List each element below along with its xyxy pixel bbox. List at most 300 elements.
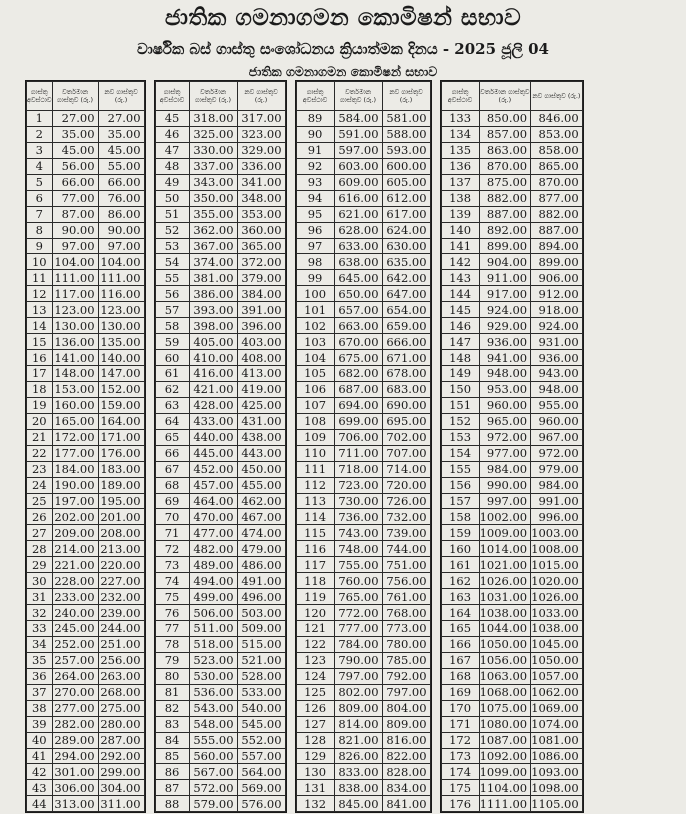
stage-cell: 45 (155, 111, 189, 127)
current-fare-cell: 457.00 (189, 477, 237, 493)
current-fare-cell: 548.00 (189, 716, 237, 732)
current-fare-cell: 398.00 (189, 318, 237, 334)
current-fare-cell: 343.00 (189, 174, 237, 190)
table-row (441, 350, 582, 366)
current-fare-cell: 506.00 (189, 605, 237, 621)
stage-cell: 122 (296, 636, 334, 652)
current-fare-cell: 1080.00 (479, 716, 531, 732)
new-fare-cell: 943.00 (531, 366, 583, 382)
table-row (441, 684, 582, 700)
new-fare-cell: 201.00 (98, 509, 144, 525)
new-fare-cell: 690.00 (382, 397, 430, 413)
stage-cell: 51 (155, 206, 189, 222)
current-fare-cell: 990.00 (479, 477, 531, 493)
current-fare-cell: 711.00 (334, 445, 382, 461)
table-row (155, 764, 285, 780)
current-fare-cell: 355.00 (189, 206, 237, 222)
current-fare-cell: 499.00 (189, 589, 237, 605)
stage-cell: 50 (155, 190, 189, 206)
current-fare-cell: 621.00 (334, 206, 382, 222)
stage-cell: 70 (155, 509, 189, 525)
stage-cell: 39 (27, 716, 53, 732)
new-fare-cell: 152.00 (98, 381, 144, 397)
new-fare-cell: 140.00 (98, 350, 144, 366)
stage-cell: 112 (296, 477, 334, 493)
current-fare-cell: 663.00 (334, 318, 382, 334)
stage-cell: 88 (155, 796, 189, 812)
stage-cell: 98 (296, 254, 334, 270)
table-row (155, 589, 285, 605)
current-fare-cell: 172.00 (52, 429, 98, 445)
new-fare-cell: 528.00 (237, 668, 285, 684)
stage-cell: 146 (441, 318, 479, 334)
current-fare-cell: 772.00 (334, 605, 382, 621)
table-row (441, 605, 582, 621)
table-row (296, 270, 430, 286)
new-fare-cell: 931.00 (531, 334, 583, 350)
table-row (296, 238, 430, 254)
current-fare-cell: 972.00 (479, 429, 531, 445)
new-fare-cell: 887.00 (531, 222, 583, 238)
stage-cell: 153 (441, 429, 479, 445)
current-fare-cell: 875.00 (479, 174, 531, 190)
table-row (155, 716, 285, 732)
current-fare-header: වර්තමාන ගාස්තුව (රු.) (52, 82, 98, 111)
current-fare-cell: 1031.00 (479, 589, 531, 605)
current-fare-cell: 214.00 (52, 541, 98, 557)
table-row (296, 621, 430, 637)
fare-table-1 (26, 81, 145, 812)
current-fare-header: වර්තමාන ගාස්තුව (රු.) (334, 82, 382, 111)
new-fare-cell: 372.00 (237, 254, 285, 270)
current-fare-cell: 184.00 (52, 461, 98, 477)
stage-cell: 10 (27, 254, 53, 270)
stage-cell: 158 (441, 509, 479, 525)
stage-cell: 147 (441, 334, 479, 350)
current-fare-cell: 141.00 (52, 350, 98, 366)
current-fare-cell: 233.00 (52, 589, 98, 605)
table-row (441, 509, 582, 525)
table-row (27, 238, 145, 254)
stage-cell: 138 (441, 190, 479, 206)
current-fare-cell: 97.00 (52, 238, 98, 254)
table-row (155, 111, 285, 127)
table-row (27, 764, 145, 780)
current-fare-cell: 477.00 (189, 525, 237, 541)
table-row (441, 142, 582, 158)
new-fare-cell: 239.00 (98, 605, 144, 621)
new-fare-cell: 1057.00 (531, 668, 583, 684)
current-fare-cell: 892.00 (479, 222, 531, 238)
current-fare-cell: 699.00 (334, 413, 382, 429)
table-row (441, 334, 582, 350)
stage-cell: 124 (296, 668, 334, 684)
new-fare-cell: 90.00 (98, 222, 144, 238)
current-fare-cell: 27.00 (52, 111, 98, 127)
current-fare-cell: 743.00 (334, 525, 382, 541)
new-fare-cell: 588.00 (382, 126, 430, 142)
current-fare-cell: 838.00 (334, 780, 382, 796)
stage-cell: 91 (296, 142, 334, 158)
new-fare-cell: 671.00 (382, 350, 430, 366)
table-row (155, 206, 285, 222)
table-row (296, 142, 430, 158)
current-fare-cell: 282.00 (52, 716, 98, 732)
table-row (27, 509, 145, 525)
current-fare-cell: 560.00 (189, 748, 237, 764)
current-fare-cell: 177.00 (52, 445, 98, 461)
table-row (441, 652, 582, 668)
new-fare-cell: 365.00 (237, 238, 285, 254)
current-fare-cell: 1111.00 (479, 796, 531, 812)
new-fare-cell: 130.00 (98, 318, 144, 334)
table-row (155, 318, 285, 334)
table-row (296, 397, 430, 413)
new-fare-cell: 899.00 (531, 254, 583, 270)
table-row (296, 716, 430, 732)
current-fare-cell: 160.00 (52, 397, 98, 413)
current-fare-cell: 264.00 (52, 668, 98, 684)
new-fare-cell: 773.00 (382, 621, 430, 637)
new-fare-cell: 467.00 (237, 509, 285, 525)
current-fare-cell: 374.00 (189, 254, 237, 270)
table-row (27, 286, 145, 302)
stage-cell: 121 (296, 621, 334, 637)
stage-cell: 155 (441, 461, 479, 477)
new-fare-cell: 702.00 (382, 429, 430, 445)
new-fare-cell: 66.00 (98, 174, 144, 190)
new-fare-cell: 581.00 (382, 111, 430, 127)
table-row (441, 493, 582, 509)
table-row (27, 573, 145, 589)
stage-cell: 27 (27, 525, 53, 541)
new-fare-cell: 304.00 (98, 780, 144, 796)
table-row (296, 429, 430, 445)
new-fare-cell: 533.00 (237, 684, 285, 700)
new-fare-cell: 486.00 (237, 557, 285, 573)
stage-cell: 176 (441, 796, 479, 812)
stage-cell: 68 (155, 477, 189, 493)
table-row (296, 525, 430, 541)
stage-cell: 140 (441, 222, 479, 238)
stage-cell: 41 (27, 748, 53, 764)
current-fare-cell: 221.00 (52, 557, 98, 573)
stage-cell: 72 (155, 541, 189, 557)
new-fare-cell: 292.00 (98, 748, 144, 764)
current-fare-cell: 936.00 (479, 334, 531, 350)
table-row (155, 796, 285, 812)
table-row (441, 445, 582, 461)
new-fare-cell: 491.00 (237, 573, 285, 589)
new-fare-cell: 612.00 (382, 190, 430, 206)
stage-cell: 118 (296, 573, 334, 589)
table-row (441, 111, 582, 127)
table-row (155, 700, 285, 716)
current-fare-cell: 687.00 (334, 381, 382, 397)
new-fare-cell: 450.00 (237, 461, 285, 477)
current-fare-cell: 790.00 (334, 652, 382, 668)
current-fare-cell: 123.00 (52, 302, 98, 318)
table-row (27, 716, 145, 732)
current-fare-cell: 318.00 (189, 111, 237, 127)
current-fare-cell: 77.00 (52, 190, 98, 206)
current-fare-cell: 464.00 (189, 493, 237, 509)
current-fare-cell: 1038.00 (479, 605, 531, 621)
current-fare-cell: 882.00 (479, 190, 531, 206)
current-fare-cell: 911.00 (479, 270, 531, 286)
new-fare-cell: 419.00 (237, 381, 285, 397)
current-fare-cell: 165.00 (52, 413, 98, 429)
current-fare-cell: 760.00 (334, 573, 382, 589)
table-row (296, 126, 430, 142)
table-row (296, 652, 430, 668)
document-subtitle: වාර්ෂික බස් ගාස්තු සංශෝධනය ක්‍රියාත්මක දිනය - 2025 ජූලි 04 (137, 40, 549, 58)
table-row (27, 796, 145, 812)
new-fare-cell: 515.00 (237, 636, 285, 652)
current-fare-cell: 1075.00 (479, 700, 531, 716)
table-row (27, 429, 145, 445)
current-fare-header: වර්තමාන ගාස්තුව (රු.) (189, 82, 237, 111)
new-fare-cell: 552.00 (237, 732, 285, 748)
table-row (27, 413, 145, 429)
current-fare-cell: 1068.00 (479, 684, 531, 700)
current-fare-cell: 924.00 (479, 302, 531, 318)
current-fare-cell: 821.00 (334, 732, 382, 748)
new-fare-cell: 1038.00 (531, 621, 583, 637)
table-row (296, 509, 430, 525)
stage-cell: 90 (296, 126, 334, 142)
stage-cell: 43 (27, 780, 53, 796)
current-fare-cell: 190.00 (52, 477, 98, 493)
new-fare-cell: 882.00 (531, 206, 583, 222)
table-row (296, 636, 430, 652)
stage-cell: 165 (441, 621, 479, 637)
new-fare-cell: 256.00 (98, 652, 144, 668)
current-fare-cell: 1104.00 (479, 780, 531, 796)
stage-cell: 71 (155, 525, 189, 541)
stage-cell: 74 (155, 573, 189, 589)
current-fare-cell: 536.00 (189, 684, 237, 700)
new-fare-cell: 972.00 (531, 445, 583, 461)
table-row (441, 477, 582, 493)
table-row (155, 573, 285, 589)
new-fare-cell: 135.00 (98, 334, 144, 350)
current-fare-cell: 56.00 (52, 158, 98, 174)
current-fare-cell: 87.00 (52, 206, 98, 222)
current-fare-cell: 410.00 (189, 350, 237, 366)
stage-cell: 34 (27, 636, 53, 652)
new-fare-header: නව ගාස්තුව (රු.) (382, 82, 430, 111)
table-row (155, 509, 285, 525)
stage-cell: 93 (296, 174, 334, 190)
current-fare-cell: 245.00 (52, 621, 98, 637)
new-fare-cell: 438.00 (237, 429, 285, 445)
header-row (296, 82, 430, 111)
stage-cell: 14 (27, 318, 53, 334)
new-fare-cell: 244.00 (98, 621, 144, 637)
new-fare-cell: 564.00 (237, 764, 285, 780)
table-row (441, 668, 582, 684)
new-fare-cell: 739.00 (382, 525, 430, 541)
fare-table-grid (26, 81, 583, 812)
stage-cell: 56 (155, 286, 189, 302)
table-row (27, 636, 145, 652)
current-fare-cell: 609.00 (334, 174, 382, 190)
new-fare-cell: 593.00 (382, 142, 430, 158)
stage-cell: 33 (27, 621, 53, 637)
table-row (27, 748, 145, 764)
stage-cell: 8 (27, 222, 53, 238)
new-fare-cell: 35.00 (98, 126, 144, 142)
new-fare-cell: 918.00 (531, 302, 583, 318)
new-fare-cell: 617.00 (382, 206, 430, 222)
stage-cell: 30 (27, 573, 53, 589)
stage-cell: 123 (296, 652, 334, 668)
current-fare-cell: 289.00 (52, 732, 98, 748)
stage-cell: 117 (296, 557, 334, 573)
current-fare-cell: 494.00 (189, 573, 237, 589)
current-fare-cell: 1063.00 (479, 668, 531, 684)
new-fare-cell: 1069.00 (531, 700, 583, 716)
table-row (296, 111, 430, 127)
table-row (441, 397, 582, 413)
stage-cell: 86 (155, 764, 189, 780)
new-fare-cell: 1081.00 (531, 732, 583, 748)
current-fare-cell: 845.00 (334, 796, 382, 812)
stage-cell: 119 (296, 589, 334, 605)
stage-cell: 38 (27, 700, 53, 716)
stage-cell: 5 (27, 174, 53, 190)
current-fare-cell: 405.00 (189, 334, 237, 350)
current-fare-cell: 445.00 (189, 445, 237, 461)
table-row (441, 238, 582, 254)
table-row (296, 541, 430, 557)
new-fare-header: නව ගාස්තුව (රු.) (531, 82, 583, 111)
new-fare-header: නව ගාස්තුව (රු.) (98, 82, 144, 111)
current-fare-cell: 579.00 (189, 796, 237, 812)
stage-cell: 53 (155, 238, 189, 254)
stage-cell: 152 (441, 413, 479, 429)
header-row (27, 82, 145, 111)
new-fare-cell: 576.00 (237, 796, 285, 812)
new-fare-cell: 317.00 (237, 111, 285, 127)
current-fare-cell: 518.00 (189, 636, 237, 652)
table-row (441, 716, 582, 732)
stage-cell: 132 (296, 796, 334, 812)
current-fare-cell: 555.00 (189, 732, 237, 748)
stage-cell: 61 (155, 366, 189, 382)
stage-cell: 24 (27, 477, 53, 493)
current-fare-cell: 1009.00 (479, 525, 531, 541)
stage-header: ගාස්තු අවස්ථාව (441, 82, 479, 111)
table-row (155, 413, 285, 429)
table-row (155, 334, 285, 350)
new-fare-cell: 1050.00 (531, 652, 583, 668)
table-row (27, 700, 145, 716)
current-fare-cell: 917.00 (479, 286, 531, 302)
table-row (296, 796, 430, 812)
current-fare-cell: 870.00 (479, 158, 531, 174)
stage-cell: 150 (441, 381, 479, 397)
new-fare-cell: 183.00 (98, 461, 144, 477)
new-fare-cell: 353.00 (237, 206, 285, 222)
current-fare-cell: 953.00 (479, 381, 531, 397)
table-row (296, 222, 430, 238)
current-fare-cell: 616.00 (334, 190, 382, 206)
new-fare-cell: 232.00 (98, 589, 144, 605)
new-fare-cell: 1062.00 (531, 684, 583, 700)
stage-cell: 173 (441, 748, 479, 764)
table-row (441, 764, 582, 780)
new-fare-cell: 384.00 (237, 286, 285, 302)
stage-cell: 135 (441, 142, 479, 158)
new-fare-cell: 391.00 (237, 302, 285, 318)
new-fare-cell: 116.00 (98, 286, 144, 302)
table-row (296, 334, 430, 350)
current-fare-cell: 1014.00 (479, 541, 531, 557)
current-fare-cell: 511.00 (189, 621, 237, 637)
table-row (296, 748, 430, 764)
stage-cell: 58 (155, 318, 189, 334)
new-fare-cell: 311.00 (98, 796, 144, 812)
stage-cell: 57 (155, 302, 189, 318)
stage-cell: 154 (441, 445, 479, 461)
stage-cell: 3 (27, 142, 53, 158)
fare-table-2 (155, 81, 286, 812)
stage-cell: 126 (296, 700, 334, 716)
stage-cell: 97 (296, 238, 334, 254)
stage-header: ගාස්තු අවස්ථාව (155, 82, 189, 111)
table-row (441, 158, 582, 174)
table-row (155, 557, 285, 573)
table-row (155, 780, 285, 796)
header-row (155, 82, 285, 111)
stage-cell: 134 (441, 126, 479, 142)
current-fare-cell: 313.00 (52, 796, 98, 812)
stage-cell: 2 (27, 126, 53, 142)
table-row (27, 222, 145, 238)
table-row (27, 668, 145, 684)
current-fare-cell: 130.00 (52, 318, 98, 334)
new-fare-cell: 960.00 (531, 413, 583, 429)
table-row (441, 190, 582, 206)
new-fare-cell: 348.00 (237, 190, 285, 206)
table-row (155, 270, 285, 286)
new-fare-cell: 858.00 (531, 142, 583, 158)
table-row (155, 732, 285, 748)
table-row (27, 684, 145, 700)
current-fare-cell: 1056.00 (479, 652, 531, 668)
new-fare-cell: 227.00 (98, 573, 144, 589)
new-fare-cell: 413.00 (237, 366, 285, 382)
current-fare-cell: 416.00 (189, 366, 237, 382)
new-fare-cell: 195.00 (98, 493, 144, 509)
table-row (441, 302, 582, 318)
table-row (441, 573, 582, 589)
table-row (441, 429, 582, 445)
new-fare-cell: 123.00 (98, 302, 144, 318)
table-row (296, 700, 430, 716)
new-fare-cell: 707.00 (382, 445, 430, 461)
current-fare-cell: 826.00 (334, 748, 382, 764)
new-fare-cell: 443.00 (237, 445, 285, 461)
new-fare-cell: 569.00 (237, 780, 285, 796)
new-fare-cell: 76.00 (98, 190, 144, 206)
current-fare-cell: 1021.00 (479, 557, 531, 573)
stage-cell: 23 (27, 461, 53, 477)
current-fare-cell: 1087.00 (479, 732, 531, 748)
new-fare-cell: 605.00 (382, 174, 430, 190)
